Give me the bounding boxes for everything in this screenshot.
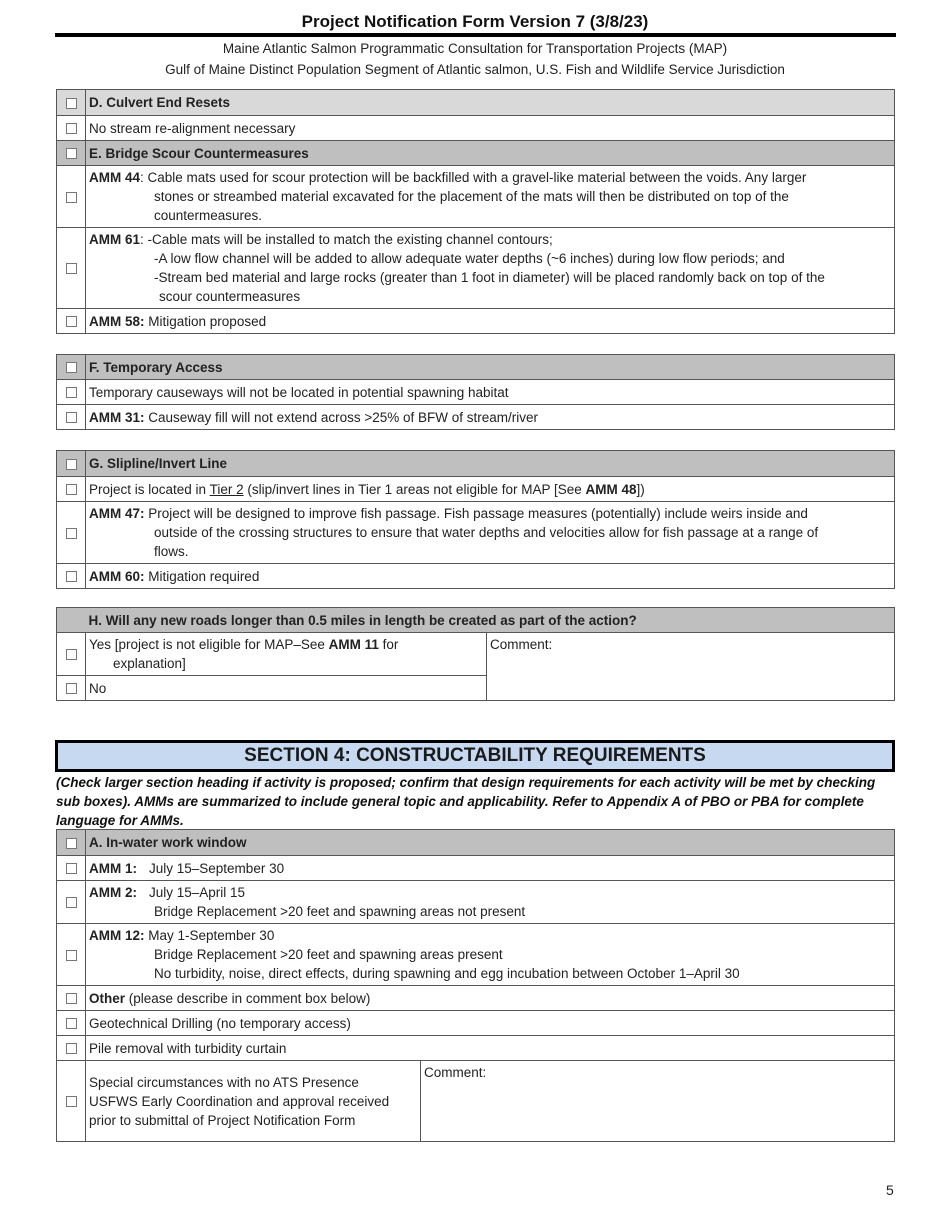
- checkbox-culvert-end-resets[interactable]: [66, 98, 77, 109]
- table-new-roads: [56, 607, 895, 701]
- form-title: Project Notification Form Version 7 (3/8/23): [301, 12, 649, 31]
- table-in-water-work: [56, 829, 895, 1142]
- amm44-cell: AMM 44: Cable mats used for scour protection will be backfilled with a gravel-like material between the voids. Any larger stones or streambed material excavated for the placement of the mats will then be distributed on top of the countermeasures.: [86, 166, 895, 228]
- table-row: AMM 31: Causeway fill will not extend across >25% of BFW of stream/river: [57, 405, 895, 430]
- checkbox-geotechnical[interactable]: [66, 1018, 77, 1029]
- checkbox-pile-removal[interactable]: [66, 1043, 77, 1054]
- table-row: [57, 1036, 895, 1061]
- checkbox-amm47[interactable]: [66, 528, 77, 539]
- checkbox-amm60[interactable]: [66, 571, 77, 582]
- table-temporary-access: [56, 354, 895, 430]
- amm61-label: AMM 61: [89, 232, 141, 247]
- checkbox-bridge-scour[interactable]: [66, 148, 77, 159]
- table-slipline: [56, 450, 895, 589]
- other-label: Other: [89, 990, 126, 1006]
- amm12-label: AMM 12:: [89, 928, 145, 943]
- amm44-label: AMM 44: [89, 170, 141, 185]
- title-divider: [55, 33, 896, 37]
- checkbox-no-realignment[interactable]: [66, 123, 77, 134]
- heading-label: E. Bridge Scour Countermeasures: [86, 141, 895, 166]
- checkbox-other[interactable]: [66, 993, 77, 1004]
- checkbox-amm61[interactable]: [66, 263, 77, 274]
- table-row: [57, 380, 895, 405]
- table-row: Other (please describe in comment box below): [57, 986, 895, 1011]
- table-row: [57, 1011, 895, 1036]
- table-row: AMM 60: Mitigation required: [57, 564, 895, 589]
- heading-label: F. Temporary Access: [86, 355, 895, 380]
- table-row: [57, 633, 895, 676]
- checkbox-slipline[interactable]: [66, 459, 77, 470]
- comment-box-in-water-work[interactable]: Comment:: [421, 1061, 895, 1142]
- table-row: [57, 228, 895, 309]
- page-number: 5: [886, 1182, 894, 1198]
- checkbox-amm44[interactable]: [66, 192, 77, 203]
- checkbox-causeways[interactable]: [66, 387, 77, 398]
- table-row: [57, 502, 895, 564]
- tier2-cell: Project is located in Tier 2 (slip/invert lines in Tier 1 areas not eligible for MAP [See AMM 48]): [86, 477, 895, 502]
- amm1-label: AMM 1:: [89, 860, 137, 876]
- table-culvert-scour: [56, 89, 895, 334]
- checkbox-new-roads-yes[interactable]: [66, 649, 77, 660]
- heading-slipline: [57, 451, 895, 477]
- comment-box-new-roads[interactable]: Comment:: [487, 633, 895, 701]
- amm2-label: AMM 2:: [89, 885, 137, 900]
- table-row: AMM 1: July 15–September 30: [57, 856, 895, 881]
- checkbox-amm12[interactable]: [66, 950, 77, 961]
- tier2-link: Tier 2: [209, 481, 244, 497]
- heading-in-water-work: [57, 830, 895, 856]
- heading-culvert-end-resets: [57, 90, 895, 116]
- yes-cell: Yes [project is not eligible for MAP–See AMM 11 for explanation]: [86, 633, 487, 676]
- table-row: [57, 924, 895, 986]
- checkbox-amm1[interactable]: [66, 863, 77, 874]
- heading-label: D. Culvert End Resets: [86, 90, 895, 116]
- amm58-label: AMM 58:: [89, 313, 145, 329]
- no-text: No: [86, 676, 487, 701]
- table-row: [57, 1061, 895, 1142]
- heading-new-roads: [57, 608, 895, 633]
- table-row: [57, 116, 895, 141]
- checkbox-tier2[interactable]: [66, 484, 77, 495]
- amm2-cell: AMM 2: July 15–April 15 Bridge Replacement >20 feet and spawning areas not present: [86, 881, 895, 924]
- amm31-label: AMM 31:: [89, 409, 145, 425]
- amm60-label: AMM 60:: [89, 568, 145, 584]
- table-row: AMM 58: Mitigation proposed: [57, 309, 895, 334]
- subtitle-jurisdiction: Gulf of Maine Distinct Population Segment of Atlantic salmon, U.S. Fish and Wildlife Service Jurisdiction: [165, 62, 785, 77]
- heading-temporary-access: [57, 355, 895, 380]
- heading-label: H. Will any new roads longer than 0.5 miles in length be created as part of the action?: [86, 608, 895, 633]
- section4-instructions: (Check larger section heading if activity is proposed; confirm that design requirements for each activity will be met by checking sub boxes). AMMs are summarized to include general topic and applicability. Refer to Appendix A of PBO or PBA for complete language for AMMs.: [56, 775, 876, 828]
- amm47-cell: AMM 47: Project will be designed to improve fish passage. Fish passage measures (potentially) include weirs inside and outside of the crossing structures to ensure that water depths and velocities allow for fish passage at a range of flows.: [86, 502, 895, 564]
- section4-title: SECTION 4: CONSTRUCTABILITY REQUIREMENTS: [55, 740, 895, 772]
- checkbox-in-water-work[interactable]: [66, 838, 77, 849]
- causeways-text: Temporary causeways will not be located in potential spawning habitat: [86, 380, 895, 405]
- heading-label: A. In-water work window: [86, 830, 895, 856]
- heading-label: G. Slipline/Invert Line: [86, 451, 895, 477]
- checkbox-amm58[interactable]: [66, 316, 77, 327]
- subtitle-consultation: Maine Atlantic Salmon Programmatic Consultation for Transportation Projects (MAP): [222, 41, 728, 56]
- amm12-cell: AMM 12: May 1-September 30 Bridge Replacement >20 feet and spawning areas present No turbidity, noise, direct effects, during spawning and egg incubation between October 1–April 30: [86, 924, 895, 986]
- checkbox-new-roads-no[interactable]: [66, 683, 77, 694]
- amm47-label: AMM 47:: [89, 506, 145, 521]
- heading-bridge-scour: [57, 141, 895, 166]
- amm61-cell: AMM 61: -Cable mats will be installed to match the existing channel contours; -A low flow channel will be added to allow adequate water depths (~6 inches) during low flow periods; and -Stream bed material and large rocks (greater than 1 foot in diameter) will be placed randomly back on top of the scour countermeasures: [86, 228, 895, 309]
- no-realignment-text: No stream re-alignment necessary: [86, 116, 895, 141]
- checkbox-special-circumstances[interactable]: [66, 1096, 77, 1107]
- table-row: [57, 166, 895, 228]
- checkbox-amm31[interactable]: [66, 412, 77, 423]
- geotechnical-text: Geotechnical Drilling (no temporary access): [86, 1011, 895, 1036]
- table-row: [57, 881, 895, 924]
- checkbox-temporary-access[interactable]: [66, 362, 77, 373]
- checkbox-amm2[interactable]: [66, 897, 77, 908]
- special-circumstances-cell: Special circumstances with no ATS Presence USFWS Early Coordination and approval received prior to submittal of Project Notification Form: [86, 1061, 421, 1142]
- table-row: [57, 477, 895, 502]
- pile-removal-text: Pile removal with turbidity curtain: [86, 1036, 895, 1061]
